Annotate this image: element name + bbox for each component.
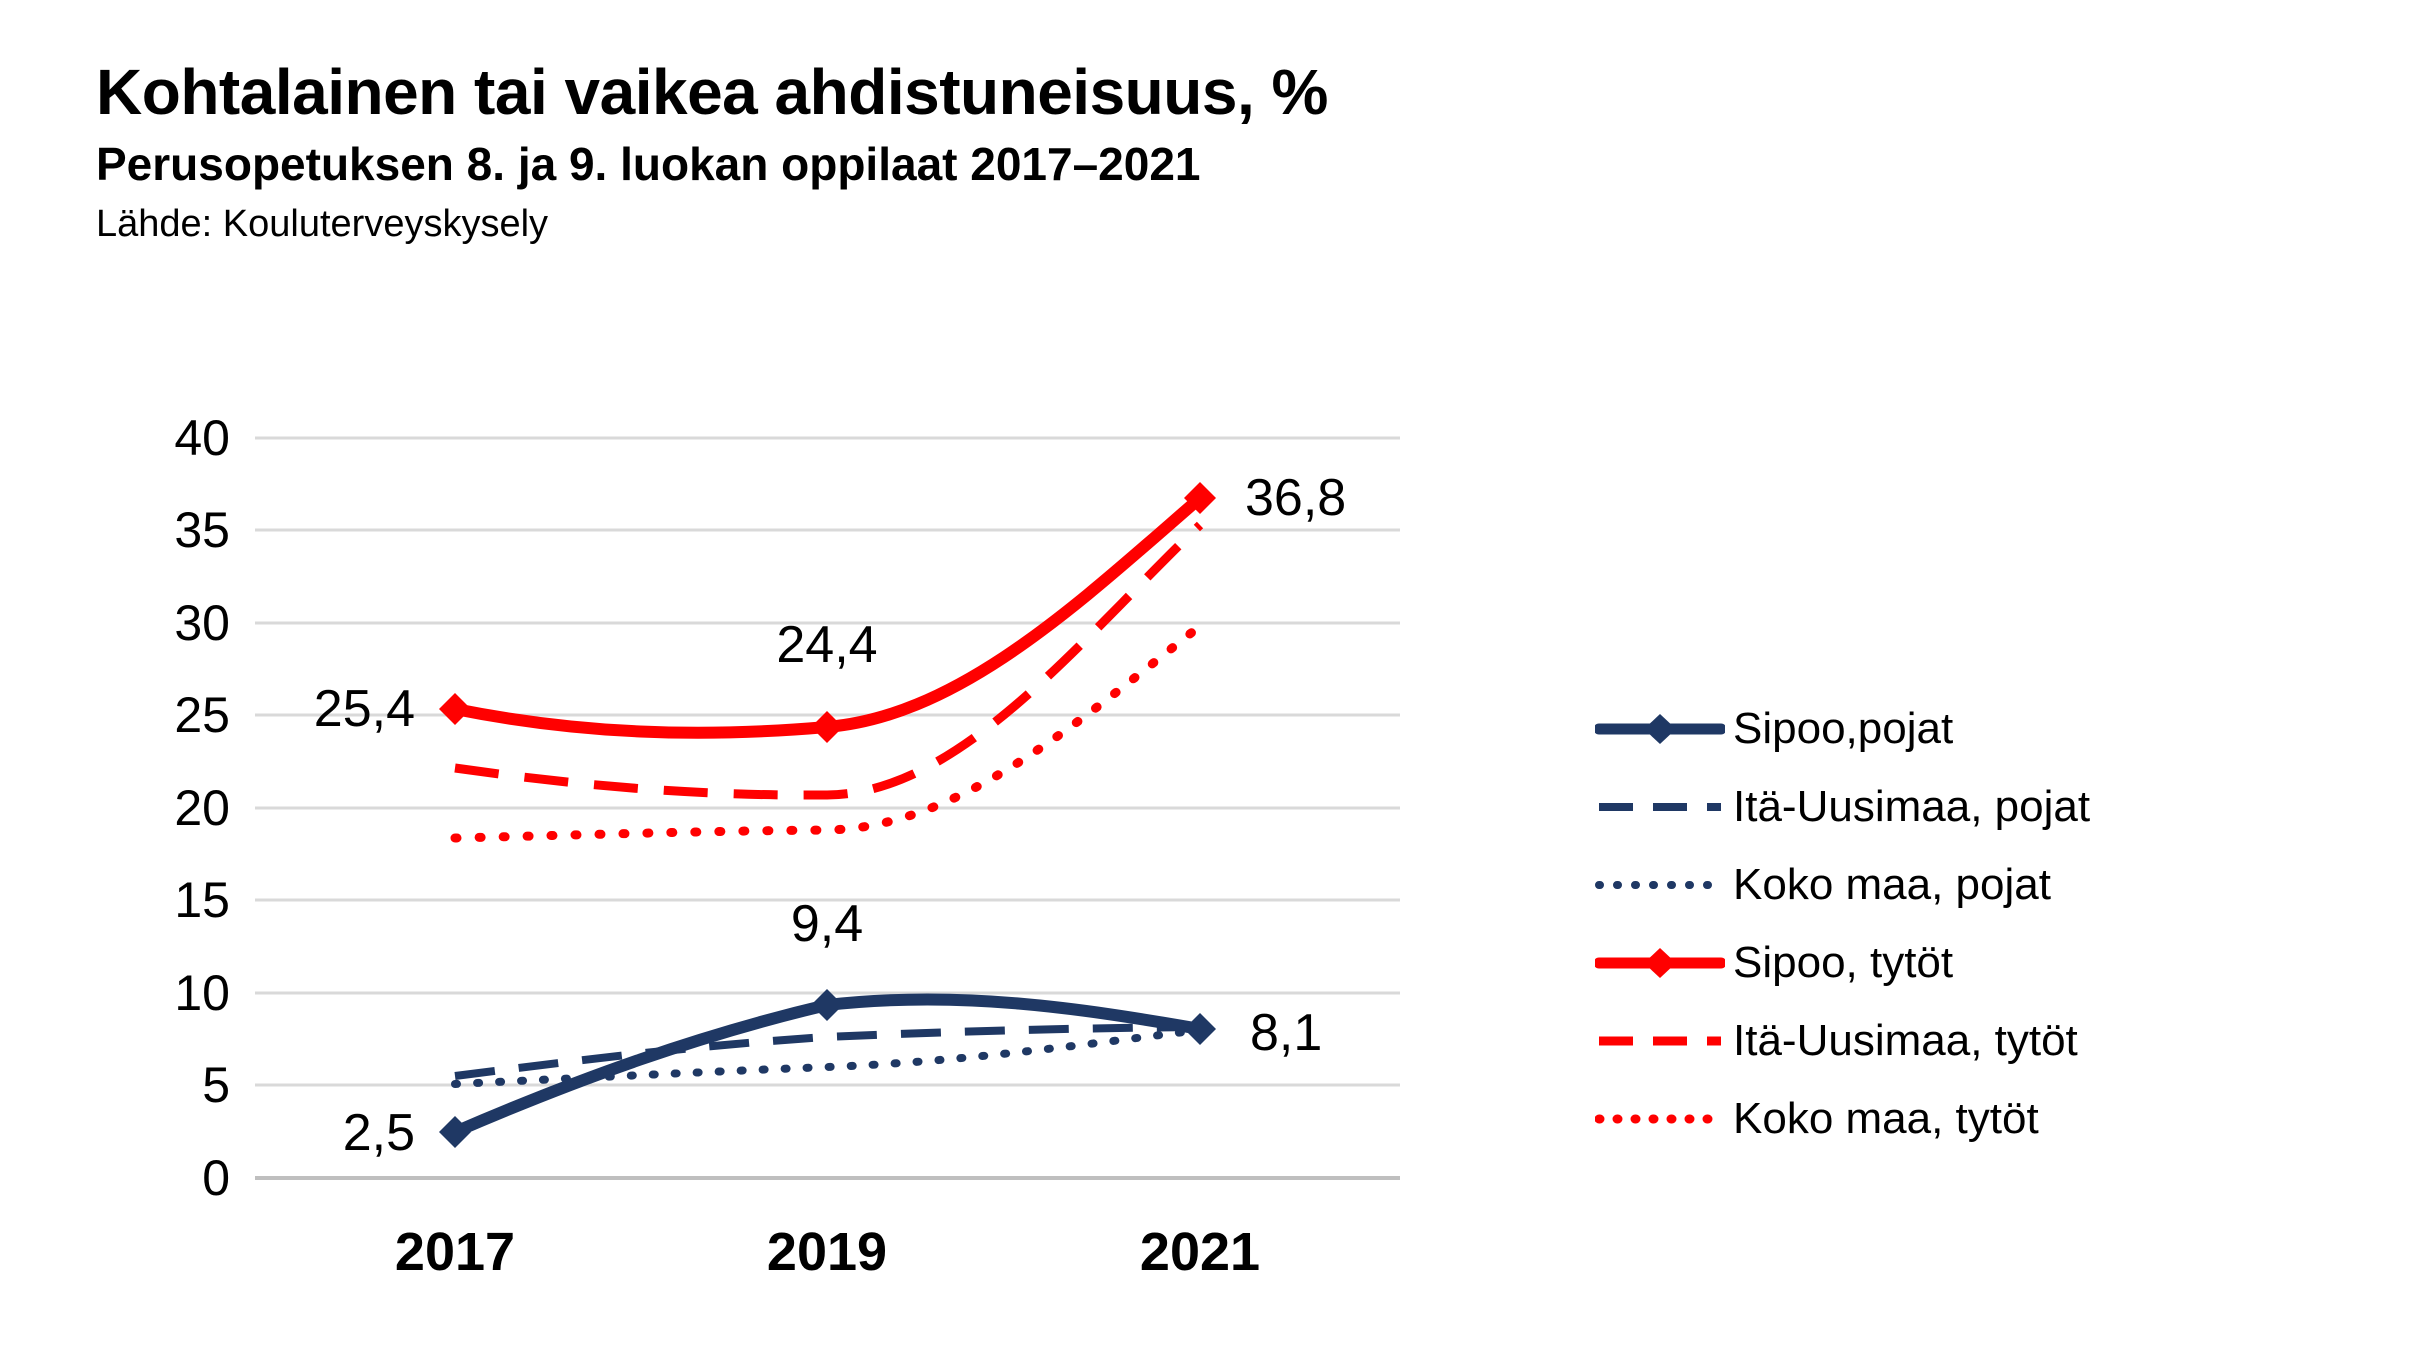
line-chart-svg: [0, 390, 1500, 1290]
chart-source: Lähde: Kouluterveyskysely: [96, 203, 549, 246]
chart-legend: [1595, 690, 2355, 1158]
x-tick-2017: 2017: [394, 1222, 516, 1282]
legend-item-koko-maa-pojat[interactable]: [1595, 846, 2355, 924]
x-tick-2019: 2019: [766, 1222, 888, 1282]
legend-key-dotted-red-line-icon: [1595, 1099, 1725, 1139]
data-label-sipoo-tytot-2021: 36,8: [1245, 469, 1347, 527]
gridlines: [255, 438, 1400, 1085]
y-tick-40: 40: [174, 410, 230, 466]
y-tick-35: 35: [174, 502, 230, 558]
y-tick-0: 0: [202, 1150, 230, 1206]
y-tick-15: 15: [174, 872, 230, 928]
legend-key-dashed-red-line-icon: [1595, 1021, 1725, 1061]
data-label-sipoo-pojat-2019: 9,4: [790, 895, 864, 953]
legend-label-ita-uusimaa-pojat: Itä-Uusimaa, pojat: [1733, 782, 2091, 831]
legend-label-koko-maa-pojat: Koko maa, pojat: [1733, 860, 2051, 909]
y-tick-25: 25: [174, 687, 230, 743]
page-title: Kohtalainen tai vaikea ahdistuneisuus, %: [96, 56, 1328, 128]
y-tick-10: 10: [174, 965, 230, 1021]
y-axis-tick-labels: [174, 410, 230, 1206]
title-block: [96, 58, 2196, 248]
legend-key-solid-red-line-icon: [1595, 943, 1725, 983]
legend-item-sipoo-tytot[interactable]: [1595, 924, 2355, 1002]
legend-item-sipoo-pojat[interactable]: [1595, 690, 2355, 768]
legend-key-dashed-line-icon: [1595, 787, 1725, 827]
legend-item-ita-uusimaa-tytot[interactable]: [1595, 1002, 2355, 1080]
data-labels: [314, 469, 1346, 1162]
data-label-sipoo-tytot-2017: 25,4: [313, 680, 415, 738]
y-tick-30: 30: [174, 595, 230, 651]
y-tick-20: 20: [174, 780, 230, 836]
legend-key-dotted-line-icon: [1595, 865, 1725, 905]
legend-label-ita-uusimaa-tytot: Itä-Uusimaa, tytöt: [1733, 1016, 2078, 1065]
plot-area: [0, 390, 1500, 1290]
series-line-koko-maa-pojat: [455, 1030, 1200, 1084]
legend-item-ita-uusimaa-pojat[interactable]: [1595, 768, 2355, 846]
chart-subtitle: Perusopetuksen 8. ja 9. luokan oppilaat 2017–2021: [96, 138, 1201, 191]
data-label-sipoo-tytot-2019: 24,4: [776, 616, 878, 674]
legend-label-sipoo-pojat: Sipoo,pojat: [1733, 704, 1954, 753]
x-axis-tick-labels: [395, 1222, 1260, 1282]
legend-label-koko-maa-tytot: Koko maa, tytöt: [1733, 1094, 2039, 1143]
y-tick-5: 5: [202, 1057, 230, 1113]
legend-label-sipoo-tytot: Sipoo, tytöt: [1733, 938, 1954, 987]
data-label-sipoo-pojat-2021: 8,1: [1250, 1004, 1323, 1062]
data-label-sipoo-pojat-2017: 2,5: [342, 1104, 415, 1162]
legend-item-koko-maa-tytot[interactable]: [1595, 1080, 2355, 1158]
legend-key-solid-line-icon: [1595, 709, 1725, 749]
x-tick-2021: 2021: [1139, 1222, 1261, 1282]
